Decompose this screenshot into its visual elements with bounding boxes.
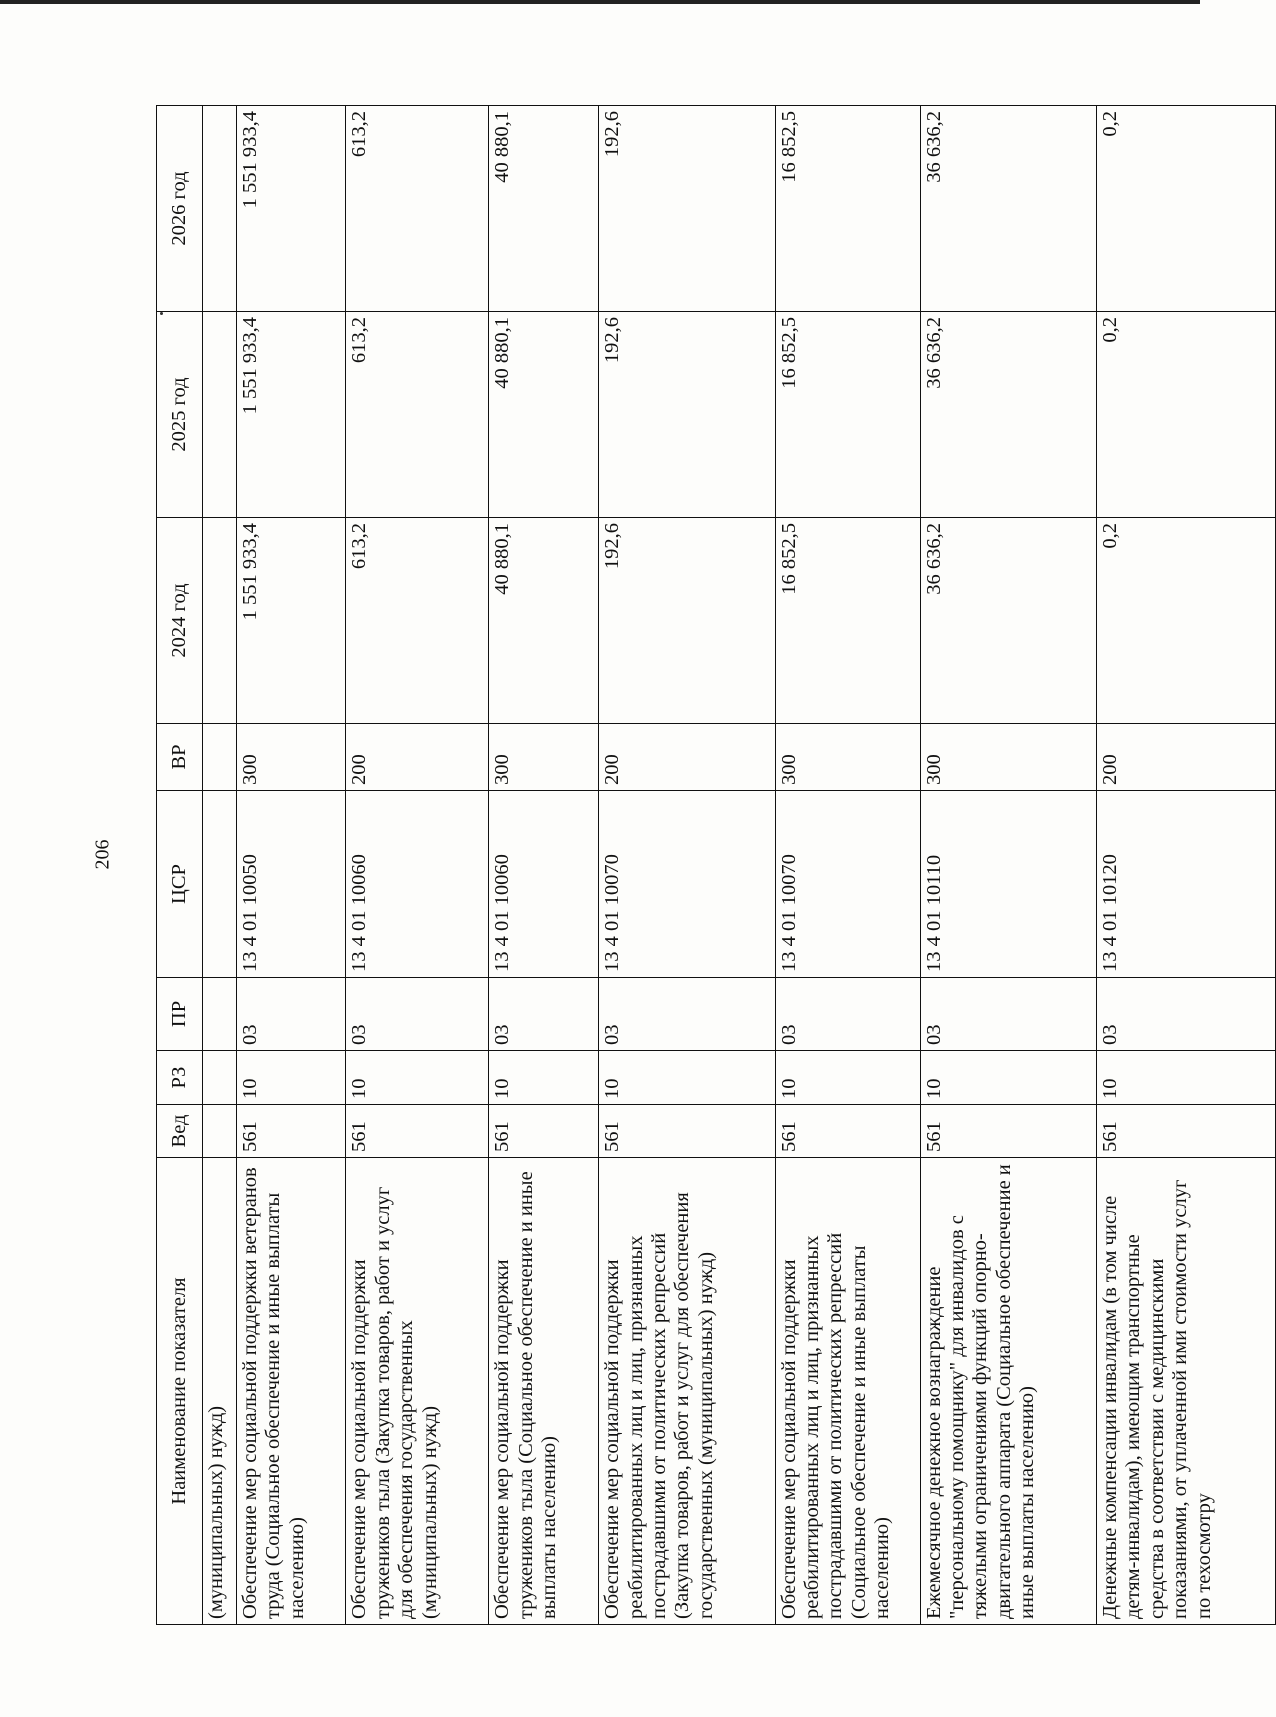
row-name: Обеспечение мер социальной поддержки реабилитированных лиц и лиц, признанных пострадавшими от политических репрессий (Социальное обеспечение и иные выплаты населению) xyxy=(775,1158,920,1625)
row-ved: 561 xyxy=(920,1105,1096,1158)
row-2025: 16 852,5 xyxy=(775,312,920,518)
row-pr: 03 xyxy=(1097,978,1276,1051)
row-2026: 1 551 933,4 xyxy=(236,106,346,312)
row-vr: 200 xyxy=(1097,724,1276,791)
row-2024: 16 852,5 xyxy=(775,518,920,724)
row-2026: 40 880,1 xyxy=(489,106,599,312)
header-rz: РЗ xyxy=(157,1051,203,1105)
row-csr: 13 4 01 10060 xyxy=(489,791,599,978)
header-2024: 2024 год xyxy=(157,518,203,724)
header-name: Наименование показателя xyxy=(157,1158,203,1625)
row-2026: 0,2 xyxy=(1097,106,1276,312)
header-pr: ПР xyxy=(157,978,203,1051)
row-ved: 561 xyxy=(346,1105,489,1158)
row-pr: 03 xyxy=(775,978,920,1051)
row-2026: 192,6 xyxy=(599,106,775,312)
row-2025: 0,2 xyxy=(1097,312,1276,518)
table-row xyxy=(920,106,1096,1625)
row-name: Обеспечение мер социальной поддержки ветеранов труда (Социальное обеспечение и иные выплаты населению) xyxy=(236,1158,346,1625)
row-csr: 13 4 01 10070 xyxy=(599,791,775,978)
row-ved: 561 xyxy=(236,1105,346,1158)
continuation-cell: (муниципальных) нужд) xyxy=(203,1158,237,1625)
row-rz: 10 xyxy=(1097,1051,1276,1105)
row-2025: 192,6 xyxy=(599,312,775,518)
row-2024: 40 880,1 xyxy=(489,518,599,724)
row-vr: 200 xyxy=(599,724,775,791)
header-vr: ВР xyxy=(157,724,203,791)
row-ved: 561 xyxy=(599,1105,775,1158)
row-rz: 10 xyxy=(599,1051,775,1105)
row-2024: 192,6 xyxy=(599,518,775,724)
row-vr: 300 xyxy=(489,724,599,791)
table-row xyxy=(489,106,599,1625)
continuation-row xyxy=(203,106,237,1625)
row-pr: 03 xyxy=(346,978,489,1051)
row-vr: 300 xyxy=(920,724,1096,791)
row-2025: 36 636,2 xyxy=(920,312,1096,518)
row-rz: 10 xyxy=(775,1051,920,1105)
row-rz: 10 xyxy=(920,1051,1096,1105)
table-row xyxy=(599,106,775,1625)
row-vr: 300 xyxy=(236,724,346,791)
table-row xyxy=(346,106,489,1625)
page-number: 206 xyxy=(91,839,114,870)
row-csr: 13 4 01 10120 xyxy=(1097,791,1276,978)
row-name: Обеспечение мер социальной поддержки тружеников тыла (Закупка товаров, работ и услуг для обеспечения государственных (муниципальных) нужд) xyxy=(346,1158,489,1625)
row-2024: 1 551 933,4 xyxy=(236,518,346,724)
row-ved: 561 xyxy=(1097,1105,1276,1158)
header-2026: 2026 год xyxy=(157,106,203,312)
row-2024: 0,2 xyxy=(1097,518,1276,724)
row-csr: 13 4 01 10110 xyxy=(920,791,1096,978)
row-rz: 10 xyxy=(236,1051,346,1105)
row-2025: 613,2 xyxy=(346,312,489,518)
row-2026: 36 636,2 xyxy=(920,106,1096,312)
row-csr: 13 4 01 10070 xyxy=(775,791,920,978)
table-row xyxy=(1097,106,1276,1625)
row-name: Ежемесячное денежное вознаграждение "персональному помощнику" для инвалидов с тяжелыми ограничениями функций опорно-двигательного аппарата (Социальное обеспечение и иные выплаты населению) xyxy=(920,1158,1096,1625)
row-2026: 16 852,5 xyxy=(775,106,920,312)
row-rz: 10 xyxy=(346,1051,489,1105)
row-2025: 40 880,1 xyxy=(489,312,599,518)
row-pr: 03 xyxy=(599,978,775,1051)
row-pr: 03 xyxy=(236,978,346,1051)
header-2025: 2025 год xyxy=(157,312,203,518)
row-pr: 03 xyxy=(920,978,1096,1051)
row-vr: 300 xyxy=(775,724,920,791)
row-rz: 10 xyxy=(489,1051,599,1105)
row-name: Денежные компенсации инвалидам (в том числе детям-инвалидам), имеющим транспортные средства в соответствии с медицинскими показаниями, от уплаченной ими стоимости услуг по техосмотру xyxy=(1097,1158,1276,1625)
row-name: Обеспечение мер социальной поддержки реабилитированных лиц и лиц, признанных пострадавшими от политических репрессий (Закупка товаров, работ и услуг для обеспечения государственных (муниципальных) нужд) xyxy=(599,1158,775,1625)
row-name: Обеспечение мер социальной поддержки тружеников тыла (Социальное обеспечение и иные выплаты населению) xyxy=(489,1158,599,1625)
row-2026: 613,2 xyxy=(346,106,489,312)
row-ved: 561 xyxy=(489,1105,599,1158)
table-row xyxy=(775,106,920,1625)
header-ved: Вед xyxy=(157,1105,203,1158)
row-vr: 200 xyxy=(346,724,489,791)
row-2025: 1 551 933,4 xyxy=(236,312,346,518)
header-csr: ЦСР xyxy=(157,791,203,978)
table-header-row xyxy=(157,106,203,1625)
row-csr: 13 4 01 10050 xyxy=(236,791,346,978)
table-row xyxy=(236,106,346,1625)
budget-table xyxy=(156,105,1276,1625)
row-2024: 36 636,2 xyxy=(920,518,1096,724)
row-pr: 03 xyxy=(489,978,599,1051)
row-ved: 561 xyxy=(775,1105,920,1158)
rotated-table-container xyxy=(156,105,1276,1625)
top-edge-line xyxy=(0,0,1200,4)
row-csr: 13 4 01 10060 xyxy=(346,791,489,978)
row-2024: 613,2 xyxy=(346,518,489,724)
